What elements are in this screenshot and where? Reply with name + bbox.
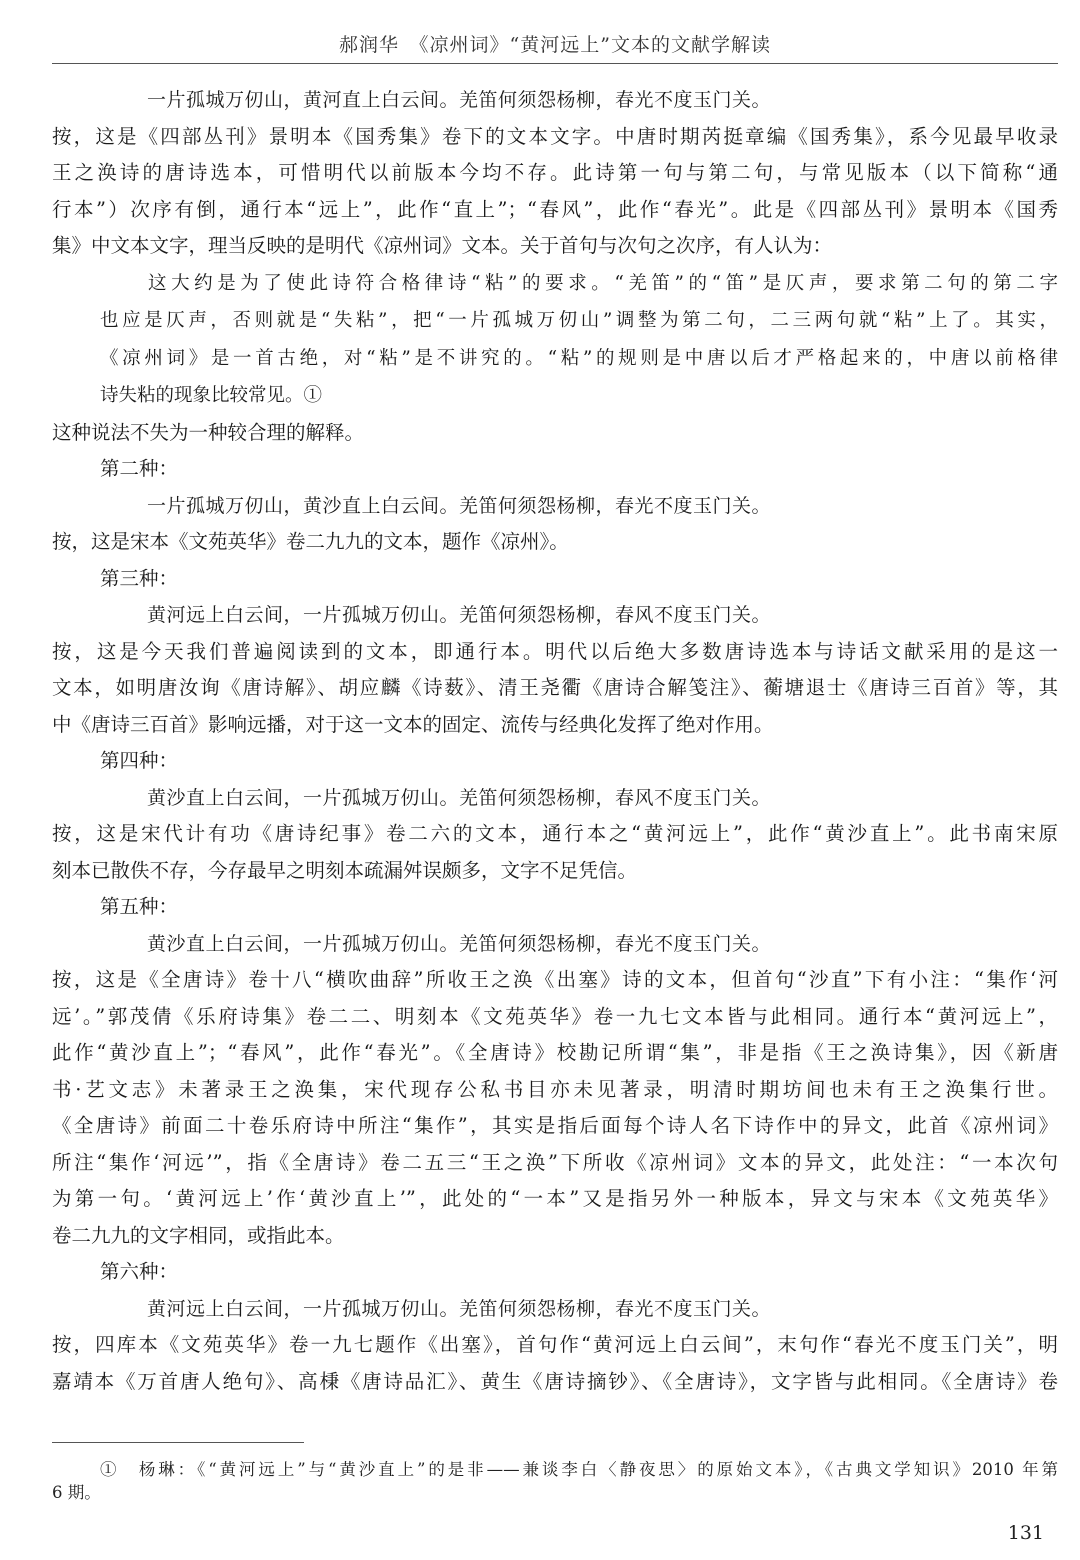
body-line: 书·艺文志》未著录王之涣集，宋代现存公私书目亦未见著录，明清时期坊间也未有王之涣集行世。 xyxy=(52,1077,1058,1101)
body-line: 王之涣诗的唐诗选本，可惜明代以前版本今均不存。此诗第一句与第二句，与常见版本（以下简称“通 xyxy=(52,161,1058,184)
body-line: 第五种： xyxy=(100,895,179,918)
running-header: 郝润华 《凉州词》“黄河远上”文本的文献学解读 xyxy=(339,34,771,56)
poem-line: 一片孤城万仞山，黄沙直上白云间。羌笛何须怨杨柳，春光不度玉门关。 xyxy=(147,494,772,517)
body-line: 中《唐诗三百首》影响远播，对于这一文本的固定、流传与经典化发挥了绝对作用。 xyxy=(52,712,774,736)
poem-line: 黄沙直上白云间，一片孤城万仞山。羌笛何须怨杨柳，春风不度玉门关。 xyxy=(147,786,772,809)
body-line: 此作“黄沙直上”；“春风”，此作“春光”。《全唐诗》校勘记所谓“集”，非是指《王之涣诗集》，因《新唐 xyxy=(52,1041,1058,1064)
body-line: 文本，如明唐汝询《唐诗解》、胡应麟《诗薮》、清王尧衢《唐诗合解笺注》、蘅塘退士《唐诗三百首》等，其 xyxy=(52,676,1058,699)
poem-line: 一片孤城万仞山，黄河直上白云间。羌笛何须怨杨柳，春光不度玉门关。 xyxy=(147,89,772,111)
body-line: 第二种： xyxy=(100,457,179,480)
body-line: 按，这是宋本《文苑英华》卷二九九的文本，题作《凉州》。 xyxy=(52,530,569,553)
body-line: 为第一句。‘黄河远上’作‘黄沙直上’”，此处的“一本”又是指另外一种版本，异文与宋本《文苑英华》 xyxy=(52,1187,1058,1210)
quote-line: 诗失粘的现象比较常见。① xyxy=(100,385,323,406)
body-line: 这种说法不失为一种较合理的解释。 xyxy=(52,420,365,444)
body-line: 集》中文本文字，理当反映的是明代《凉州词》文本。关于首句与次句之次序，有人认为： xyxy=(52,234,833,257)
footnote-divider xyxy=(52,1442,304,1443)
body-line: 《全唐诗》前面二十卷乐府诗中所注“集作”，其实是指后面每个诗人名下诗作中的异文，此首《凉州词》 xyxy=(52,1114,1058,1137)
body-line: 按，这是今天我们普遍阅读到的文本，即通行本。明代以后绝大多数唐诗选本与诗话文献采用的是这一 xyxy=(52,639,1058,663)
quote-line: 这大约是为了使此诗符合格律诗“粘”的要求。“羌笛”的“笛”是仄声，要求第二句的第二字 xyxy=(148,272,1058,294)
poem-line: 黄河远上白云间，一片孤城万仞山。羌笛何须怨杨柳，春光不度玉门关。 xyxy=(147,1297,772,1320)
poem-line: 黄沙直上白云间，一片孤城万仞山。羌笛何须怨杨柳，春光不度玉门关。 xyxy=(147,932,772,955)
body-line: 第六种： xyxy=(100,1260,179,1283)
body-line: 行本”）次序有倒，通行本“远上”，此作“直上”；“春风”，此作“春光”。此是《四部丛刊》景明本《国秀 xyxy=(52,197,1058,221)
body-line: 按，这是宋代计有功《唐诗纪事》卷二六的文本，通行本之“黄河远上”，此作“黄沙直上”。此书南宋原 xyxy=(52,822,1058,845)
body-line: 刻本已散佚不存，今存最早之明刻本疏漏舛误颇多，文字不足凭信。 xyxy=(52,858,638,882)
body-line: 远’。”郭茂倩《乐府诗集》卷二二、明刻本《文苑英华》卷一九七文本皆与此相同。通行本“黄河远上”， xyxy=(52,1004,1058,1028)
poem-line: 黄河远上白云间，一片孤城万仞山。羌笛何须怨杨柳，春风不度玉门关。 xyxy=(147,604,772,626)
footnote-line-2: 6 期。 xyxy=(52,1483,101,1502)
article-body xyxy=(52,82,1058,1400)
body-line: 按，这是《全唐诗》卷十八“横吹曲辞”所收王之涣《出塞》诗的文本，但首句“沙直”下有小注：“集作‘河 xyxy=(52,968,1058,991)
quote-line: 《凉州词》是一首古绝，对“粘”是不讲究的。“粘”的规则是中唐以后才严格起来的，中唐以前格律 xyxy=(100,347,1058,369)
footnote xyxy=(52,1458,1058,1504)
body-line: 按，这是《四部丛刊》景明本《国秀集》卷下的文本文字。中唐时期芮挺章编《国秀集》，系今见最早收录 xyxy=(52,124,1058,148)
body-line: 第四种： xyxy=(100,749,179,772)
body-line: 嘉靖本《万首唐人绝句》、高棅《唐诗品汇》、黄生《唐诗摘钞》、《全唐诗》，文字皆与此相同。《全唐诗》卷 xyxy=(52,1369,1058,1393)
body-line: 所注“集作‘河远’”，指《全唐诗》卷二五三“王之涣”下所收《凉州词》文本的异文，此处注：“一本次句 xyxy=(52,1150,1058,1174)
body-line: 按，四库本《文苑英华》卷一九七题作《出塞》，首句作“黄河远上白云间”，末句作“春光不度玉门关”，明 xyxy=(52,1333,1058,1356)
header-divider xyxy=(52,63,1058,64)
quote-line: 也应是仄声，否则就是“失粘”，把“一片孤城万仞山”调整为第二句，二三两句就“粘”上了。其实， xyxy=(100,310,1058,331)
body-line: 卷二九九的文字相同，或指此本。 xyxy=(52,1223,345,1247)
page-number: 131 xyxy=(1007,1522,1044,1544)
footnote-line-1: ① 杨琳：《“黄河远上”与“黄沙直上”的是非——兼谈李白〈静夜思〉的原始文本》，《古典文学知识》2010 年第 xyxy=(100,1460,1058,1479)
body-line: 第三种： xyxy=(100,566,179,590)
